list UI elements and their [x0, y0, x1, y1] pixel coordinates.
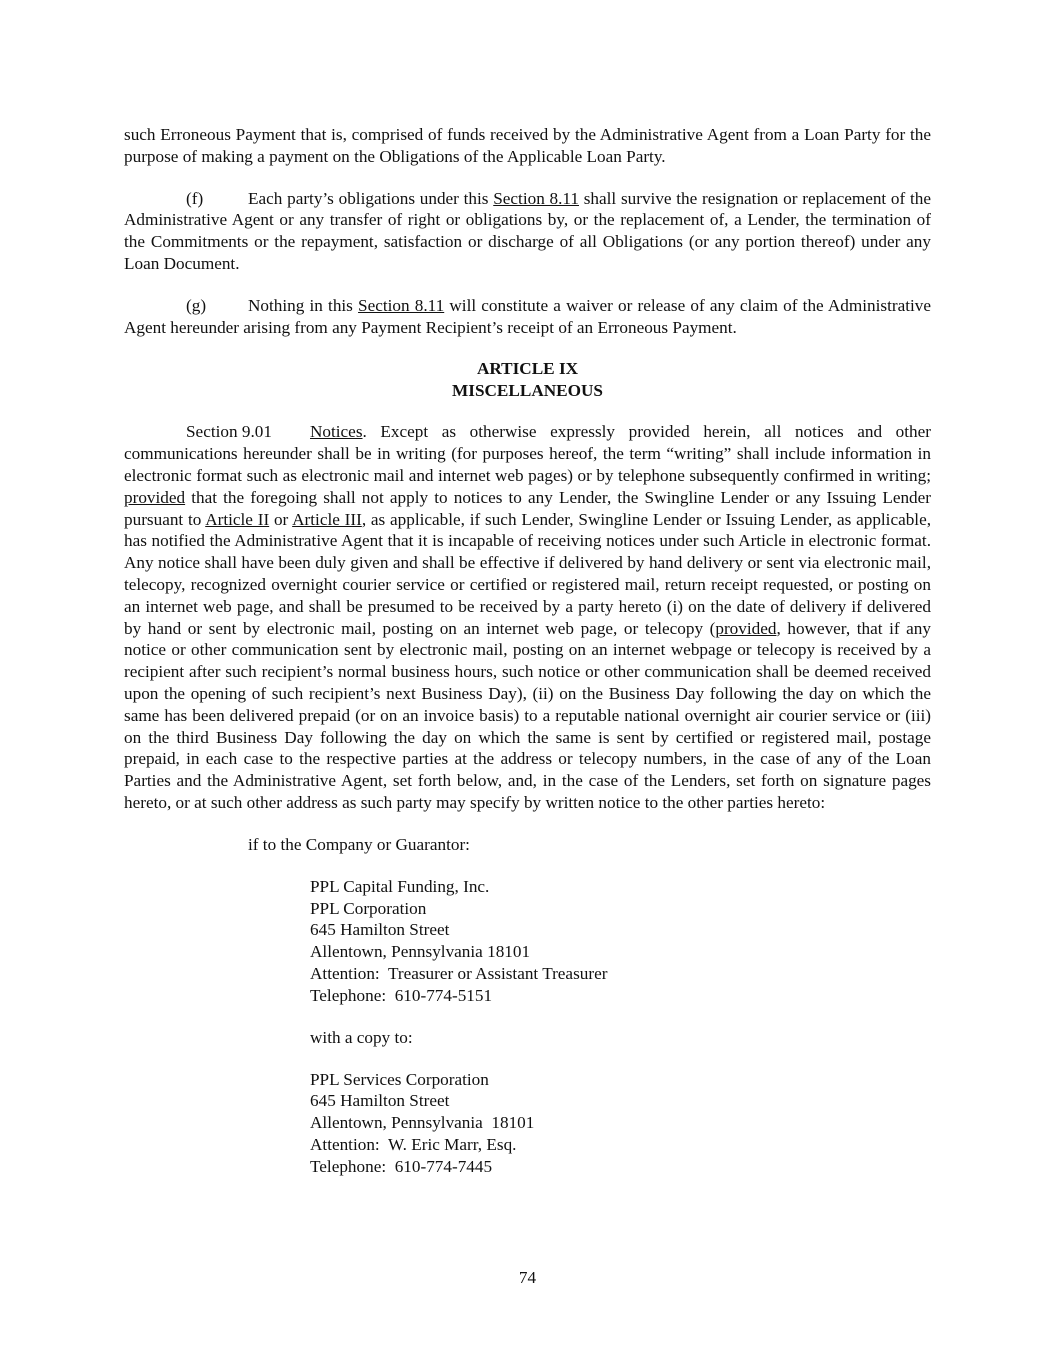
paragraph-g-label: (g) [186, 295, 207, 315]
address-line: Attention: W. Eric Marr, Esq. [310, 1134, 517, 1154]
article-heading [124, 358, 931, 402]
paragraph-g [124, 295, 931, 339]
section-9-01 [124, 421, 931, 813]
document-page [124, 124, 931, 1197]
address-line: PPL Services Corporation [310, 1069, 489, 1089]
section-8-11-reference: Section 8.11 [493, 188, 579, 208]
section-text-2: that the foregoing shall not apply to notices to any Lender, the Swingline Lender or any Issuing Lender pursuant to [124, 487, 931, 529]
section-label: Section 9.01 [186, 422, 272, 442]
article-title: MISCELLANEOUS [452, 381, 603, 401]
address-line: Allentown, Pennsylvania 18101 [310, 1113, 535, 1133]
address-line: PPL Capital Funding, Inc. [310, 876, 490, 896]
paragraph-g-text-pre: Nothing in this [248, 295, 359, 315]
section-text-4: , as applicable, if such Lender, Swingline Lender or Issuing Lender, as applicable, has notified the Administrative Agent that it is incapable of receiving notices under such Article in electronic format. Any notice shall have been duly given and shall be effective if delivered by hand delivery or sent via electronic mail, telecopy, recognized overnight courier service or certified or registered mail, return receipt requested, or posting on an internet web page, and shall be presumed to be received by a party hereto (i) on the date of delivery if delivered by hand or sent by electronic mail, posting on an internet web page, or telecopy ( [124, 509, 932, 638]
copy-address-block [310, 1069, 931, 1178]
address-line: 645 Hamilton Street [310, 920, 450, 940]
paragraph-g-text-post: will constitute a waiver or release of any claim of the Administrative Agent hereunder arising from any Payment Recipient’s receipt of an Erroneous Payment. [124, 295, 931, 337]
provided-term: provided [715, 618, 777, 638]
provided-term: provided [124, 487, 186, 507]
section-text-5: , however, that if any notice or other communication sent by electronic mail, posting on an internet webpage or telecopy is received by a recipient after such recipient’s normal business hours, such notice or other communication shall be deemed received upon the opening of such recipient’s next Business Day), (ii) on the Business Day following the day on which the same has been delivered prepaid (or on an invoice basis) to a reputable national overnight air courier service or (iii) on the third Business Day following the day on which the same is sent by certified or registered mail, postage prepaid, in each case to the respective parties at the address or telecopy numbers, in the case of any of the Loan Parties and the Administrative Agent, set forth below, and, in the case of the Lenders, set forth on signature pages hereto, or at such other address as such party may specify by written notice to the other parties hereto: [124, 618, 931, 812]
article-ii-reference: Article II [205, 509, 270, 529]
section-text-3: or [269, 509, 293, 529]
section-text-1: . Except as otherwise expressly provided herein, all notices and other communications hereunder shall be in writing (for purposes hereof, the term “writing” shall include information in electronic format such as electronic mail and internet web pages) or by telephone subsequently confirmed in writing; [124, 422, 931, 485]
article-iii-reference: Article III [292, 509, 362, 529]
address-line: 645 Hamilton Street [310, 1091, 450, 1111]
paragraph-f-text-pre: Each party’s obligations under this [248, 188, 494, 208]
copy-notice-intro: with a copy to: [310, 1027, 413, 1047]
address-line: Telephone: 610-774-5151 [310, 985, 493, 1005]
address-line: PPL Corporation [310, 898, 427, 918]
section-caption: Notices [310, 422, 363, 442]
article-number: ARTICLE IX [476, 359, 579, 379]
company-address-block [310, 876, 931, 1007]
address-line: Allentown, Pennsylvania 18101 [310, 942, 531, 962]
address-line: Attention: Treasurer or Assistant Treasurer [310, 963, 608, 983]
paragraph-e-continuation [124, 124, 931, 168]
paragraph-e-text: such Erroneous Payment that is, comprised of funds received by the Administrative Agent from a Loan Party for the purpose of making a payment on the Obligations of the Applicable Loan Party. [124, 125, 931, 166]
paragraph-f-label: (f) [186, 188, 204, 208]
paragraph-f-text-post: shall survive the resignation or replacement of the Administrative Agent or any transfer of right or obligations by, or the replacement of, a Lender, the termination of the Commitments or the repayment, satisfaction or discharge of all Obligations (or any portion thereof) under any Loan Document. [124, 188, 931, 273]
section-8-11-reference: Section 8.11 [358, 295, 445, 315]
paragraph-f [124, 188, 931, 275]
company-notice-intro: if to the Company or Guarantor: [248, 834, 470, 854]
page-number: 74 [518, 1268, 537, 1287]
address-line: Telephone: 610-774-7445 [310, 1156, 493, 1176]
